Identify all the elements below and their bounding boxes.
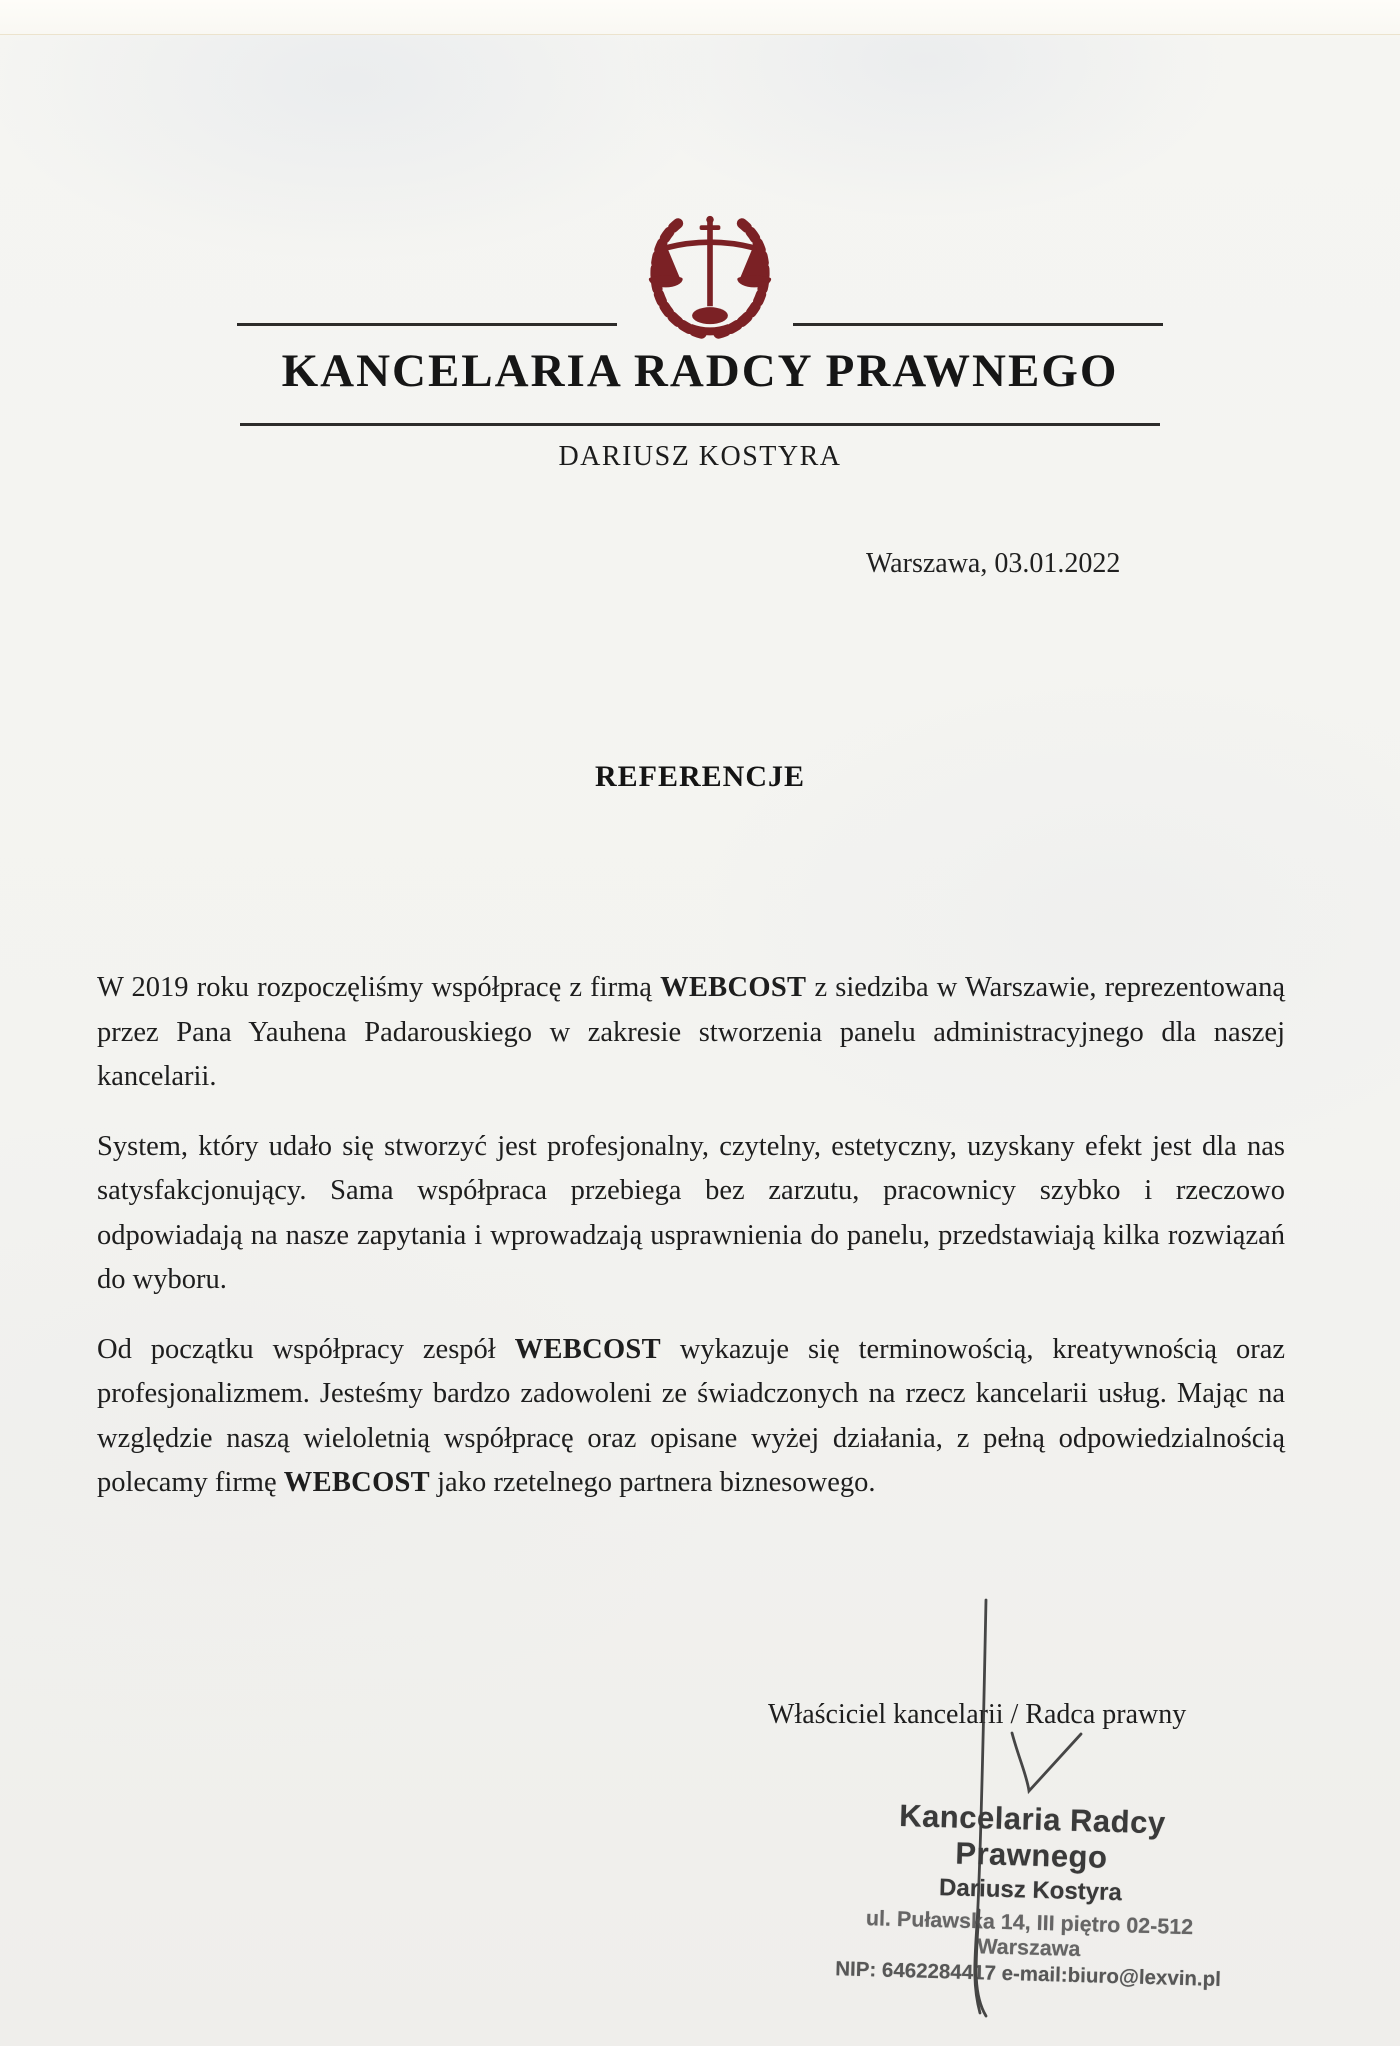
text-segment: z siedziba w Warszawie, reprezentowaną przez Pana Yauhena Padarouskiego w zakresie stworzenia panelu administracyjnego dla naszej kancelarii. [97,972,1285,1092]
text-segment: jako rzetelnego partnera biznesowego. [430,1467,876,1498]
firm-name: KANCELARIA RADCY PRAWNEGO [281,345,1119,397]
stamp-nip-email: NIP: 6462284417 e-mail:biuro@lexvin.pl [834,1957,1222,1992]
scan-edge [0,0,1400,35]
signature-caption: Właściciel kancelarii / Radca prawny [768,1699,1187,1730]
paragraph-2 [97,1125,1285,1303]
paragraph-1 [97,966,1285,1100]
text-segment: wykazuje się terminowością, kreatywnością oraz profesjonalizmem. Jesteśmy bardzo zadowoleni ze świadczonych na rzecz kancelarii usług. Mając na względzie naszą wieloletnią współpracę oraz opisane wyżej działania, z pełną odpowiedzialnością polecamy firmę [97,1333,1285,1498]
stamp-person-name: Dariusz Kostyra [938,1874,1123,1907]
stamp-firm-name: Kancelaria Radcy Prawnego [898,1798,1167,1875]
header-rule-under-title [240,423,1160,426]
header-rule-right [793,323,1163,326]
paragraph-3 [97,1328,1285,1506]
person-name: DARIUSZ KOSTYRA [558,441,842,472]
text-segment: W 2019 roku rozpoczęliśmy współpracę z firmą [97,972,661,1003]
letter-body [97,966,1285,1531]
place-and-date: Warszawa, 03.01.2022 [866,548,1121,579]
stamp-address: ul. Puławska 14, III piętro 02-512 Warszawa [865,1906,1194,1962]
scales-of-justice-logo [630,211,790,345]
header-rule-left [237,323,617,326]
text-segment: Od początku współpracy zespół [97,1333,515,1365]
document-title: REFERENCJE [594,760,806,793]
text-segment: System, który udało się stworzyć jest profesjonalny, czytelny, estetyczny, uzyskany efekt jest dla nas satysfakcjonujący. Sama współpraca przebiega bez zarzutu, pracownicy szybko i rzeczowo odpowiadają na nasze zapytania i wprowadzają usprawnienia do panelu, przedstawiają kilka rozwiązań do wyboru. [97,1130,1285,1295]
bold-text-segment: WEBCOST [283,1467,430,1498]
scales-base [686,307,733,335]
bold-text-segment: WEBCOST [660,972,807,1003]
signature-v-stroke [1012,1733,1081,1791]
office-stamp [823,1796,1238,1992]
bold-text-segment: WEBCOST [514,1333,661,1365]
